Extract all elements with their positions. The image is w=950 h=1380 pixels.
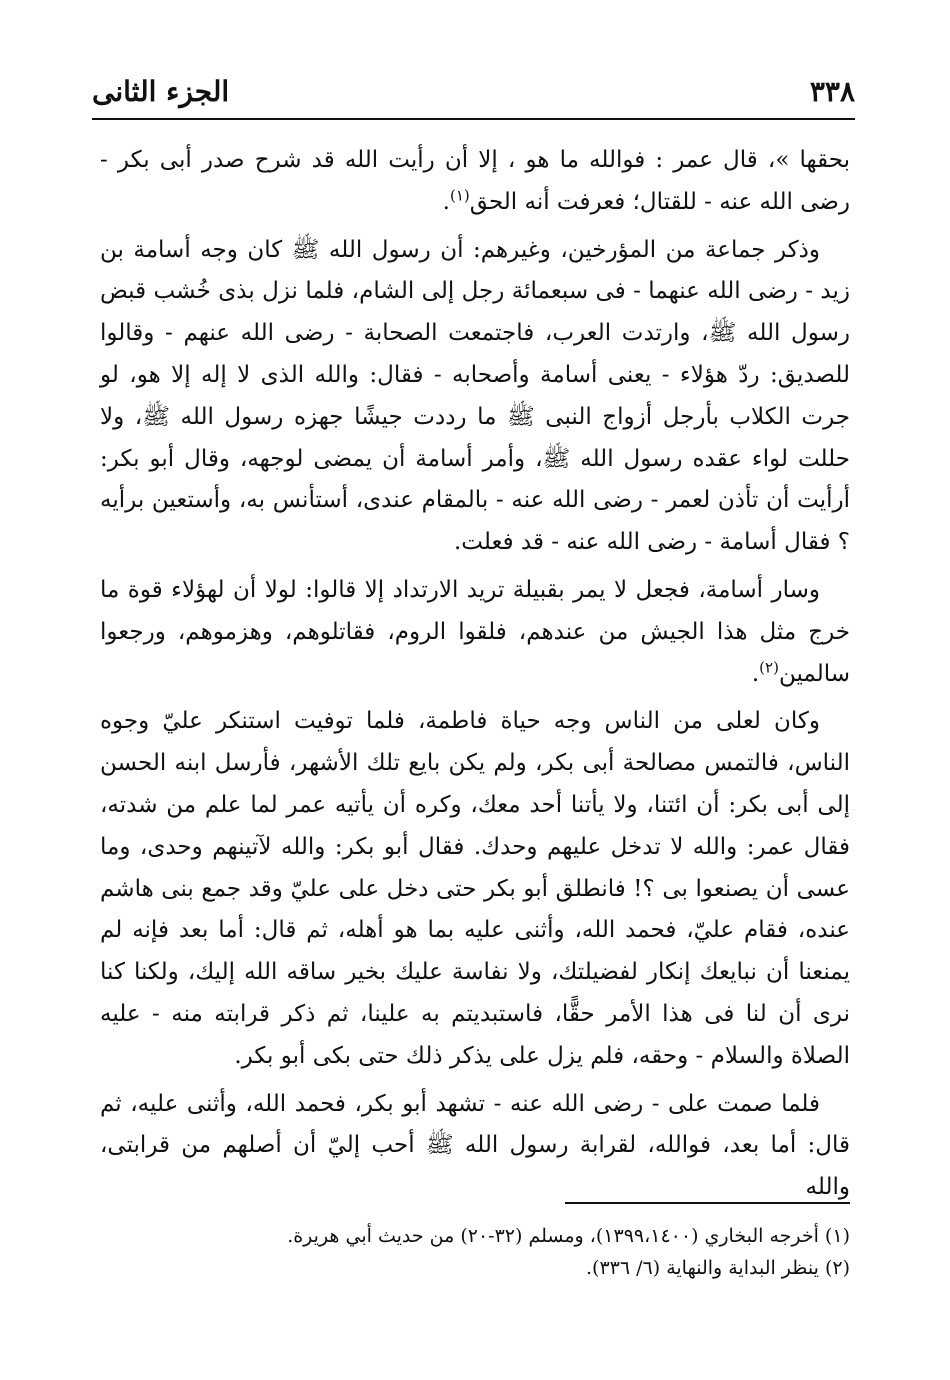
footnote-ref-2: (٢) — [759, 657, 779, 676]
footnote-rule — [565, 1202, 850, 1204]
running-title: الجزء الثانى — [92, 75, 230, 108]
page-number: ٣٣٨ — [809, 75, 855, 108]
paragraph-1-end: . — [442, 188, 450, 215]
footnote-2: (٢) ينظر البداية والنهاية (٦/ ٣٣٦). — [586, 1257, 850, 1279]
main-text — [100, 140, 850, 1209]
page-header — [92, 62, 855, 108]
header-rule — [92, 118, 855, 120]
paragraph-1 — [100, 140, 850, 224]
paragraph-1-text: بحقها »، قال عمر : فوالله ما هو ، إلا أن رأيت الله قد شرح صدر أبى بكر - رضى الله عنه - للقتال؛ فعرفت أنه الحق — [100, 147, 850, 215]
footnote-1: (١) أخرجه البخاري (١٣٩٩،١٤٠٠)، ومسلم (٣٢-٢٠) من حديث أبي هريرة. — [287, 1225, 850, 1247]
footnote-ref-1: (١) — [449, 186, 470, 205]
footnotes — [100, 1220, 850, 1284]
paragraph-5: فلما صمت على - رضى الله عنه - تشهد أبو بكر، فحمد الله، وأثنى عليه، ثم قال: أما بعد، فوالله، لقرابة رسول الله ﷺ أحب إليّ أن أصلهم من قرابتى، والله — [100, 1090, 850, 1201]
paragraph-3-end: . — [751, 660, 760, 687]
paragraph-4: وكان لعلى من الناس وجه حياة فاطمة، فلما توفيت استنكر عليّ وجوه الناس، فالتمس مصالحة أبى بكر، ولم يكن بايع تلك الأشهر، فأرسل ابنه الحسن إلى أبى بكر: أن ائتنا، ولا يأتنا أحد معك، وكره أن يأتيه عمر لما علم من شدته، فقال عمر: والله لا تدخل عليهم وحدك. فقال أبو بكر: والله لآتينهم وحدى، وما عسى أن يصنعوا بى ؟! فانطلق أبو بكر حتى دخل على عليّ وقد جمع بنى هاشم عنده، فقام عليّ، فحمد الله، وأثنى عليه بما هو أهله، ثم قال: أما بعد فإنه لم يمنعنا أن نبايعك إنكار لفضيلتك، ولا نفاسة عليك بخير ساقه الله إليك، ولكنا كنا نرى أن لنا فى هذا الأمر حقًّا، فاستبديتم به علينا، ثم ذكر قرابته منه - عليه الصلاة والسلام - وحقه، فلم يزل على يذكر ذلك حتى بكى أبو بكر. — [100, 708, 850, 1069]
paragraph-3 — [100, 570, 850, 695]
paragraph-2: وذكر جماعة من المؤرخين، وغيرهم: أن رسول الله ﷺ كان وجه أسامة بن زيد - رضى الله عنهما - فى سبعمائة رجل إلى الشام، فلما نزل بذى خُشب قبض رسول الله ﷺ، وارتدت العرب، فاجتمعت الصحابة - رضى الله عنهم - وقالوا للصديق: ردّ هؤلاء - يعنى أسامة وأصحابه - فقال: والله الذى لا إله إلا هو، لو جرت الكلاب بأرجل أزواج النبى ﷺ ما رددت جيشًا جهزه رسول الله ﷺ، ولا حللت لواء عقده رسول الله ﷺ، وأمر أسامة أن يمضى لوجهه، وقال أبو بكر: أرأيت أن تأذن لعمر - رضى الله عنه - بالمقام عندى، أستأنس به، وأستعين برأيه ؟ فقال أسامة - رضى الله عنه - قد فعلت. — [100, 236, 850, 556]
paragraph-3-text: وسار أسامة، فجعل لا يمر بقبيلة تريد الارتداد إلا قالوا: لولا أن لهؤلاء قوة ما خرج مثل هذا الجيش من عندهم، فلقوا الروم، فقاتلوهم، وهزموهم، ورجعوا سالمين — [100, 576, 850, 687]
